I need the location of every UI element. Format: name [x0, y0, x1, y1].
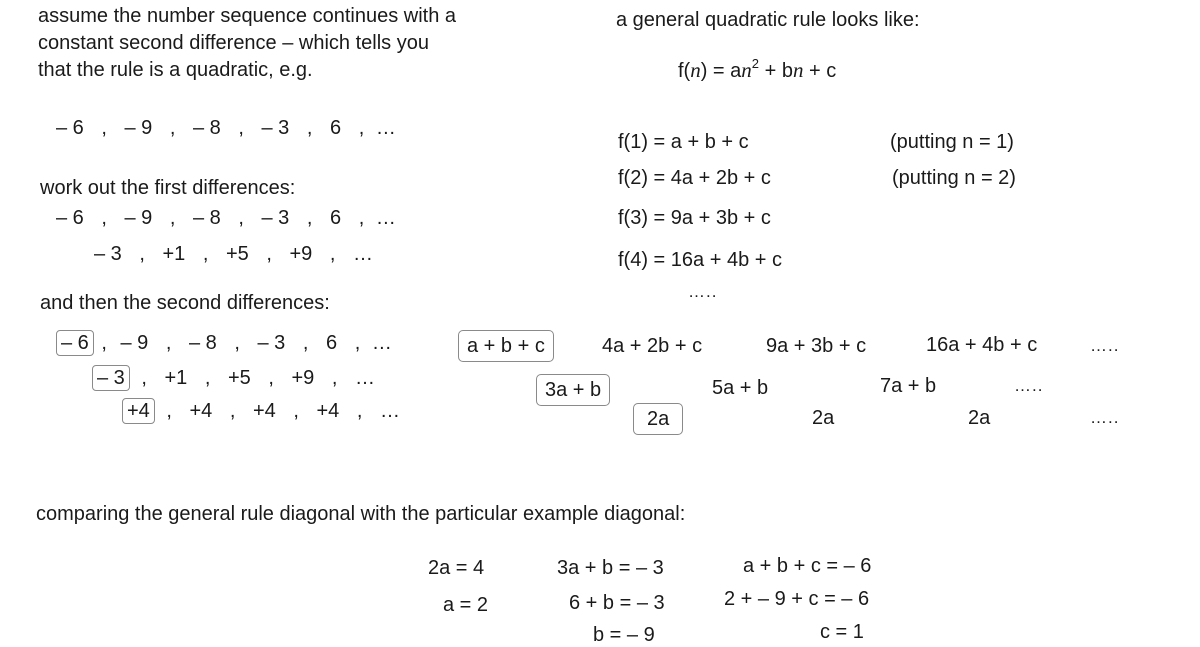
separator: , — [101, 207, 107, 229]
intro-line-1: assume the number sequence continues with a — [38, 5, 457, 27]
seq-term: – 9 — [124, 117, 153, 139]
separator: , — [166, 400, 172, 422]
separator: , — [101, 332, 107, 354]
general-diff2-2: 2a — [812, 407, 835, 429]
solve-b-result: b = – 9 — [593, 624, 655, 646]
separator: , — [356, 400, 363, 422]
seq-term: – 3 — [261, 117, 290, 139]
formula-part: ) = a — [700, 60, 742, 82]
diff-term: – 3 — [94, 243, 122, 265]
separator: , — [266, 243, 272, 265]
solve-a-result: a = 2 — [443, 594, 489, 616]
formula-part: + b — [759, 60, 793, 82]
separator: , — [302, 332, 309, 354]
intro-line-2: constant second difference – which tells you — [38, 32, 429, 54]
separator: , — [204, 367, 211, 389]
second-diff-row — [122, 398, 400, 424]
sequence-row — [56, 116, 396, 140]
separator: , — [306, 117, 313, 139]
second-diff-heading: and then the second differences: — [40, 292, 330, 314]
diff-ellipsis: … — [353, 243, 373, 265]
general-row3-ellipsis: ….. — [1090, 408, 1120, 427]
seq-term: – 9 — [120, 332, 149, 354]
separator: , — [169, 117, 176, 139]
diff-term: +5 — [228, 367, 251, 389]
seq-term: – 3 — [261, 207, 290, 229]
solve-c-sub: 2 + – 9 + c = – 6 — [724, 588, 870, 610]
general-term-4: 16a + 4b + c — [926, 334, 1038, 356]
evaluation-note-2: (putting n = 2) — [892, 167, 1016, 189]
general-diff2-3: 2a — [968, 407, 991, 429]
intro-line-3: that the rule is a quadratic, e.g. — [38, 59, 313, 81]
formula-var: n — [741, 58, 752, 82]
evaluation-f4: f(4) = 16a + 4b + c — [618, 249, 782, 271]
seq-term: 6 — [326, 332, 338, 354]
general-rule-heading: a general quadratic rule looks like: — [616, 9, 920, 31]
seq-term: – 6 — [56, 207, 84, 229]
evaluation-f2: f(2) = 4a + 2b + c — [618, 167, 771, 189]
highlight-term: – 3 — [92, 365, 130, 391]
separator: , — [306, 207, 313, 229]
evaluation-f3: f(3) = 9a + 3b + c — [618, 207, 771, 229]
evaluation-note-1: (putting n = 1) — [890, 131, 1014, 153]
separator: , — [293, 400, 299, 422]
seq-ellipsis: … — [375, 117, 396, 139]
diff-term: +9 — [289, 243, 313, 265]
diff-term: +4 — [189, 400, 213, 422]
diff-term: +1 — [162, 243, 186, 265]
formula-part: f( — [678, 60, 691, 82]
separator: , — [169, 207, 176, 229]
general-diff1-3: 7a + b — [880, 375, 937, 397]
separator: , — [329, 243, 336, 265]
general-row1-ellipsis: ….. — [1090, 336, 1120, 355]
separator: , — [229, 400, 236, 422]
formula-var: n — [690, 58, 701, 82]
highlight-term: – 6 — [56, 330, 94, 356]
solve-a-eq: 2a = 4 — [428, 557, 485, 579]
highlight-term: +4 — [122, 398, 155, 424]
solve-c-eq: a + b + c = – 6 — [743, 555, 872, 577]
general-term-1-box: a + b + c — [458, 330, 554, 362]
solve-b-eq: 3a + b = – 3 — [557, 557, 664, 579]
diff-term: +5 — [226, 243, 249, 265]
formula-exponent: 2 — [751, 56, 760, 71]
seq-term: 6 — [330, 117, 342, 139]
separator: , — [354, 332, 361, 354]
solve-c-result: c = 1 — [820, 621, 864, 643]
first-diff-row — [94, 242, 373, 266]
separator: , — [139, 243, 145, 265]
general-diff2-box: 2a — [633, 403, 683, 435]
diff-term: +1 — [164, 367, 188, 389]
separator: , — [331, 367, 338, 389]
diff-ellipsis: … — [380, 400, 400, 422]
first-diff-heading: work out the first differences: — [40, 177, 296, 199]
comparison-heading: comparing the general rule diagonal with the particular example diagonal: — [36, 503, 686, 525]
seq-term: – 8 — [189, 332, 217, 354]
general-term-2: 4a + 2b + c — [602, 335, 703, 357]
separator: , — [238, 117, 244, 139]
evaluation-ellipsis: ….. — [688, 282, 718, 301]
seq-ellipsis: … — [371, 332, 392, 354]
diff-term: +9 — [291, 367, 315, 389]
solve-b-sub: 6 + b = – 3 — [569, 592, 665, 614]
diff-term: +4 — [316, 400, 340, 422]
seq-term: – 6 — [56, 117, 84, 139]
general-diff1-2: 5a + b — [712, 377, 769, 399]
general-term-3: 9a + 3b + c — [766, 335, 867, 357]
diff-term: +4 — [253, 400, 276, 422]
separator: , — [202, 243, 209, 265]
separator: , — [101, 117, 107, 139]
general-row2-ellipsis: ….. — [1014, 376, 1044, 395]
separator: , — [238, 207, 244, 229]
separator: , — [358, 207, 365, 229]
seq-term: – 9 — [124, 207, 153, 229]
separator: , — [268, 367, 274, 389]
seq-term: – 8 — [193, 117, 221, 139]
seq-term: – 3 — [257, 332, 286, 354]
sequence-row — [56, 206, 396, 230]
formula-part: + c — [803, 60, 837, 82]
separator: , — [234, 332, 240, 354]
seq-ellipsis: … — [375, 207, 396, 229]
diff-ellipsis: … — [355, 367, 375, 389]
general-diff1-box: 3a + b — [536, 374, 610, 406]
seq-term: 6 — [330, 207, 342, 229]
formula-var: n — [792, 58, 804, 82]
separator: , — [165, 332, 172, 354]
first-diff-row — [92, 365, 375, 391]
quadratic-formula — [678, 58, 836, 83]
seq-term: – 8 — [193, 207, 221, 229]
sequence-row — [56, 330, 392, 356]
separator: , — [141, 367, 147, 389]
evaluation-f1: f(1) = a + b + c — [618, 131, 749, 153]
separator: , — [358, 117, 365, 139]
